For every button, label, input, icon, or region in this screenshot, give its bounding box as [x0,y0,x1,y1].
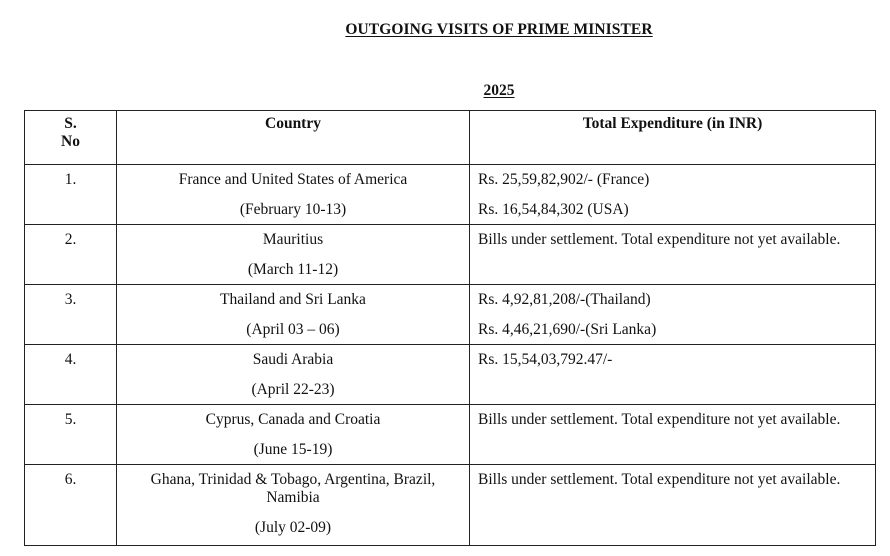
header-expenditure: Total Expenditure (in INR) [470,111,876,165]
row-expenditure [470,465,876,546]
expenditure-line: Rs. 4,46,21,690/-(Sri Lanka) [478,321,657,338]
row-expenditure [470,405,876,465]
table-row [25,465,876,546]
visit-dates: (February 10-13) [239,201,347,218]
country-name: Ghana, Trinidad & Tobago, Argentina, Brazil, [150,471,436,488]
document-title: OUTGOING VISITS OF PRIME MINISTER [345,21,653,38]
table-row [25,225,876,285]
row-sno: 6. [25,465,117,546]
visits-table [24,110,876,546]
country-name: Saudi Arabia [252,351,334,368]
country-name: Thailand and Sri Lanka [220,291,366,308]
row-sno: 2. [25,225,117,285]
row-country [117,405,470,465]
visit-dates: (April 22-23) [251,381,335,398]
header-country: Country [117,111,470,165]
table-row [25,345,876,405]
row-country [117,285,470,345]
year-heading: 2025 [483,82,515,99]
row-country [117,345,470,405]
row-sno: 1. [25,165,117,225]
expenditure-line: Rs. 4,92,81,208/-(Thailand) [478,291,651,308]
visit-dates: (July 02-09) [254,519,332,536]
header-sno [25,111,117,165]
table-row [25,165,876,225]
expenditure-line: Rs. 16,54,84,302 (USA) [478,201,629,218]
table-header-row [25,111,876,165]
row-sno: 4. [25,345,117,405]
row-sno: 3. [25,285,117,345]
expenditure-line: Bills under settlement. Total expenditure not yet available. [478,231,841,248]
header-sno-label: S. No [61,115,80,150]
row-expenditure [470,285,876,345]
row-expenditure [470,165,876,225]
country-name: Mauritius [262,231,324,248]
row-country [117,225,470,285]
expenditure-line: Rs. 15,54,03,792.47/- [478,351,613,368]
row-sno: 5. [25,405,117,465]
table-row [25,285,876,345]
row-expenditure [470,345,876,405]
country-name: Cyprus, Canada and Croatia [205,411,381,428]
visit-dates: (April 03 – 06) [246,321,340,338]
row-expenditure [470,225,876,285]
expenditure-line: Rs. 25,59,82,902/- (France) [478,171,650,188]
row-country [117,165,470,225]
country-name-continued: Namibia [266,489,320,506]
row-country [117,465,470,546]
visit-dates: (June 15-19) [253,441,333,458]
expenditure-line: Bills under settlement. Total expenditure not yet available. [478,411,841,428]
country-name: France and United States of America [178,171,408,188]
table-row [25,405,876,465]
expenditure-line: Bills under settlement. Total expenditure not yet available. [478,471,841,488]
visit-dates: (March 11-12) [247,261,339,278]
